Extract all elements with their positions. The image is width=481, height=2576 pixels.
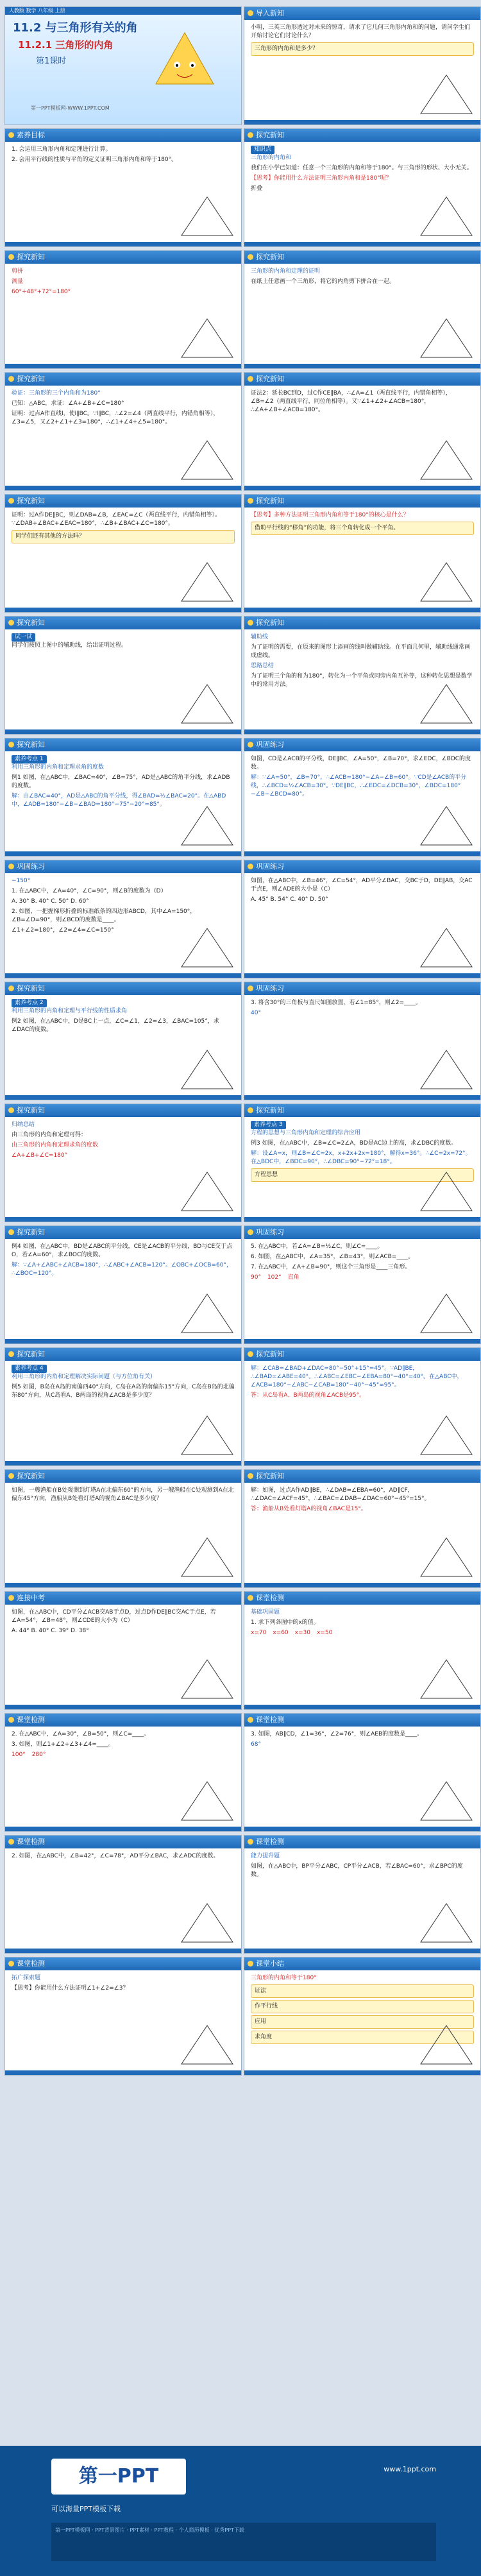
- slide-body: [244, 386, 480, 420]
- slide-tag: 试一试: [12, 633, 35, 642]
- footer-links[interactable]: 第一PPT模板网 · PPT背景图片 · PPT素材 · PPT教程 · 个人简历模板 · 优秀PPT下载: [51, 2523, 436, 2561]
- slide-title: 拓广探索题: [12, 1975, 41, 1981]
- slide-proof: 证法2：延长BC到D，过C作CE∥BA，∴∠A=∠1（两直线平行，内错角相等），∠B=∠2（两直线平行，同位角相等）。又∵∠1+∠2+∠ACB=180°，∴∠A+∠B+∠ACB=180°。: [251, 390, 451, 413]
- cover-subtitle: 11.2.1 三角形的内角: [18, 39, 114, 51]
- summary-box: 应用: [251, 2015, 474, 2029]
- slide-header: 课堂检测: [5, 1958, 241, 1970]
- slide-item: 6. 如图，在△ABC中，∠A=35°，∠B=43°，则∠ACB=____。: [251, 1254, 414, 1260]
- triangle-figure-icon: [418, 1169, 475, 1214]
- triangle-figure-icon: [418, 1778, 475, 1823]
- slide-header: 课堂检测: [5, 1714, 241, 1727]
- slide-text2: 为了证明三个角的和为180°，转化为一个平角或同旁内角互补等，这种转化思想是数学中的常用方法。: [251, 673, 473, 688]
- slide-header: 探究新知: [5, 373, 241, 386]
- slide-6[interactable]: [4, 372, 242, 491]
- summary-box: 证法: [251, 1984, 474, 1998]
- slide-question: 【思考】多种方法证明三角形内角和等于180°的核心是什么？: [251, 512, 409, 518]
- slide-answer: 解：由∠BAC=40°，AD是△ABC的角平分线，得∠BAD=½∠BAC=20°。在△ABD中，∠ADB=180°−∠B−∠BAD=180°−75°−20°=85°。: [12, 793, 226, 808]
- triangle-figure-icon: [178, 1047, 236, 1092]
- cover-slide[interactable]: [4, 6, 242, 125]
- cover-lesson: 第1课时: [36, 56, 67, 66]
- slide-answer: 直角: [287, 1274, 300, 1281]
- summary-box: 作平行线: [251, 2000, 474, 2013]
- slide-footer-bar: [244, 1095, 480, 1100]
- slide-footer-bar: [5, 1949, 241, 1953]
- triangle-figure-icon: [418, 1047, 475, 1092]
- slide-25[interactable]: [244, 1469, 481, 1588]
- triangle-figure-icon: [178, 316, 236, 361]
- slide-text: 为了证明的需要，在原来的图形上添画的线叫做辅助线。在平面几何里，辅助线通常画成虚线。: [251, 644, 471, 659]
- slide-answer: 40°: [251, 1010, 261, 1016]
- slide-footer-bar: [244, 851, 480, 856]
- slide-footer-bar: [5, 851, 241, 856]
- slide-tag: 素养考点 1: [12, 755, 47, 763]
- slide-title: 利用三角形的内角和定理求角的度数: [12, 764, 105, 771]
- summary-center: 三角形的内角和等于180°: [251, 1975, 317, 1981]
- slide-text: 3. 如图，AB∥CD，∠1=36°，∠2=76°，则∠AEB的度数是____。: [251, 1731, 423, 1737]
- slide-proof: 解：如图，过点A作AD∥BE，∴∠DAB=∠EBA=60°，AD∥CF，∴∠DAC=∠ACF=45°，∴∠BAC=∠DAB−∠DAC=60°−45°=15°。: [251, 1487, 430, 1502]
- slide-32[interactable]: [4, 1957, 242, 2076]
- slide-header: 课堂检测: [244, 1714, 480, 1727]
- slide-body: [5, 1605, 241, 1641]
- slide-footer-bar: [244, 1339, 480, 1343]
- slide-footer-bar: [5, 2070, 241, 2075]
- slide-header: 连接中考: [5, 1592, 241, 1605]
- slide-body: [244, 873, 480, 910]
- slide-header: 探究新知: [5, 1104, 241, 1117]
- slide-answer: 90°: [251, 1274, 261, 1281]
- slide-answer: 68°: [251, 1741, 261, 1748]
- slide-header: 探究新知: [5, 251, 241, 264]
- triangle-figure-icon: [178, 438, 236, 482]
- triangle-figure-icon: [418, 559, 475, 604]
- slide-26[interactable]: [4, 1591, 242, 1710]
- summary-box: 求角度: [251, 2031, 474, 2044]
- footer-tagline: 可以海量PPT模板下载: [51, 2505, 121, 2513]
- slide-20[interactable]: [4, 1225, 242, 1344]
- slide-body: [244, 20, 480, 62]
- slide-item: 1. 会运用三角形内角和定理进行计算。: [12, 146, 112, 153]
- slide-header: 课堂检测: [244, 1836, 480, 1848]
- slide-text: 在纸上任意画一个三角形，将它的内角剪下拼合在一起。: [251, 278, 396, 285]
- slide-footer-bar: [244, 486, 480, 490]
- slide-answer: 解：∵∠A=50°，∠B=70°，∴∠ACB=180°−∠A−∠B=60°。∵CD是∠ACB的平分线，∴∠BCD=½∠ACB=30°。∵DE∥BC，∴∠EDC=∠DCB=30°，∠BDC=180°−∠B−∠BCD=80°。: [251, 774, 467, 798]
- slide-body: [244, 995, 480, 1023]
- slide-10[interactable]: [4, 616, 242, 735]
- slide-tag: 知识点: [251, 146, 274, 154]
- slide-28[interactable]: [4, 1713, 242, 1832]
- slide-title: 基础巩固题: [251, 1609, 280, 1616]
- triangle-figure-icon: [178, 925, 236, 970]
- slide-formula: 60°+48°+72°=180°: [12, 289, 71, 295]
- slide-proof: 证明：过点A作直线l，使l∥BC。∵l∥BC，∴∠2=∠4（两直线平行，内错角相等），∠3=∠5，又∠2+∠1+∠3=180°，∴∠1+∠4+∠5=180°。: [12, 411, 219, 425]
- slide-24[interactable]: [4, 1469, 242, 1588]
- slide-header: 课堂检测: [5, 1836, 241, 1848]
- slide-footer-bar: [5, 1339, 241, 1343]
- slide-body: [244, 508, 480, 541]
- triangle-figure-icon: [418, 681, 475, 726]
- slide-header: 探究新知: [5, 617, 241, 629]
- slide-body: [5, 264, 241, 302]
- slide-item: 2. 如图，一把握梯形折叠的标准纸条的四边形ABCD，其中∠A=150°，∠B=∠D=90°，则∠BCD的度数是____。: [12, 908, 196, 923]
- footer-logo[interactable]: 第一PPT: [51, 2459, 186, 2495]
- slide-tag: 素养考点 3: [251, 1121, 286, 1129]
- slide-item: 1. 在△ABC中，∠A=40°，∠C=90°，则∠B的度数为（D）: [12, 888, 167, 894]
- slide-header: 探究新知: [5, 495, 241, 508]
- slide-value: x=60: [273, 1630, 289, 1636]
- slide-footer-bar: [5, 1095, 241, 1100]
- triangle-figure-icon: [418, 803, 475, 848]
- slide-header: 探究新知: [244, 1348, 480, 1361]
- triangle-figure-icon: [178, 1535, 236, 1580]
- slide-8[interactable]: [4, 494, 242, 613]
- slide-title: 三角形的内角和: [251, 155, 292, 161]
- triangle-figure-icon: [418, 316, 475, 361]
- slide-header: 巩固练习: [244, 982, 480, 995]
- slide-body: [5, 508, 241, 549]
- slide-answer: 100°: [12, 1752, 26, 1758]
- slide-footer-bar: [5, 729, 241, 734]
- triangle-figure-icon: [178, 1900, 236, 1945]
- slide-options: A. 44° B. 40° C. 39° D. 38°: [12, 1628, 89, 1634]
- triangle-figure-icon: [178, 1657, 236, 1702]
- slide-answer: 解：∵∠A+∠ABC+∠ACB=180°，∴∠ABC+∠ACB=120°。∠OBC+∠OCB=60°，∴∠BOC=120°。: [12, 1262, 232, 1277]
- slide-body: [5, 1361, 241, 1406]
- slide-text: 例4 如图，在△ABC中，BD是∠ABC的平分线，CE是∠ACB的平分线，BD与CE交于点O，若∠A=60°，求∠BOC的度数。: [12, 1243, 233, 1258]
- slide-sub: 由三角形的内角和定理可得：: [12, 1132, 87, 1138]
- slide-body: [5, 1848, 241, 1866]
- triangle-figure-icon: [418, 194, 475, 239]
- triangle-figure-icon: [178, 1778, 236, 1823]
- slide-example: 例1 如图，在△ABC中，∠BAC=40°，∠B=75°，AD是△ABC的角平分线，求∠ADB的度数。: [12, 774, 230, 789]
- slide-title: 利用三角形的内角和定理解决实际问题（与方位角有关）: [12, 1374, 156, 1380]
- slide-text: 如图，在△ABC中，BP平分∠ABC，CP平分∠ACB，若∠BAC=60°，求∠BPC的度数。: [251, 1863, 463, 1878]
- slide-title: 归纳总结: [12, 1122, 35, 1128]
- slide-tag: 素养考点 4: [12, 1365, 47, 1373]
- triangle-figure-icon: [178, 681, 236, 726]
- slide-body: [5, 142, 241, 170]
- slide-title: 利用三角形的内角和定理与平行线的性质求角: [12, 1008, 128, 1014]
- slide-body: [244, 1727, 480, 1755]
- slide-29[interactable]: [244, 1713, 481, 1832]
- slide-header: 素养目标: [5, 129, 241, 142]
- slide-body: [5, 1970, 241, 1999]
- slide-header: 巩固练习: [244, 738, 480, 751]
- slide-body: [5, 629, 241, 656]
- slide-17[interactable]: [244, 982, 481, 1100]
- slide-30[interactable]: [4, 1835, 242, 1954]
- triangle-figure-icon: [418, 1657, 475, 1702]
- slide-title: 能力提升题: [251, 1853, 280, 1859]
- slide-12[interactable]: [4, 738, 242, 857]
- slide-options: A. 45° B. 54° C. 40° D. 50°: [251, 896, 328, 903]
- slide-answer: 解：∠CAB=∠BAD+∠DAC=80°−50°+15°=45°。∵AD∥BE，∴∠BAD=∠ABE=40°。∴∠ABC=∠EBC−∠EBA=80°−40°=40°。在△ABC中，∠ACB=180°−∠ABC−∠CAB=180°−40°−45°=95°。: [251, 1365, 463, 1388]
- slide-answer: 解：设∠A=x，则∠B=∠C=2x，x+2x+2x=180°，解得x=36°。∴∠C=2x=72°。在△BDC中，∠BDC=90°，∴∠DBC=90°−72°=18°。: [251, 1150, 471, 1165]
- slide-footer-bar: [244, 1827, 480, 1831]
- slide-27[interactable]: [244, 1591, 481, 1710]
- triangle-figure-icon: [418, 1413, 475, 1458]
- slide-16[interactable]: [4, 982, 242, 1100]
- slide-text: 小明，三英三角形透过对未来的惊奇，请求了它几何三角形内角和的问题，请问学生们开始讨论它们讨论什么？: [251, 24, 471, 39]
- slide-18[interactable]: [4, 1104, 242, 1222]
- slide-footer-bar: [5, 364, 241, 368]
- triangle-figure-icon: [178, 1291, 236, 1336]
- slide-item: 7. 在△ABC中，∠A+∠B=90°，则这个三角形是____三角形。: [251, 1264, 411, 1270]
- slide-33[interactable]: [244, 1957, 481, 2076]
- slide-footer-bar: [244, 608, 480, 612]
- slide-header: 探究新知: [244, 617, 480, 629]
- triangle-figure-icon: [418, 1535, 475, 1580]
- slide-footer-bar: [5, 486, 241, 490]
- slide-body: [244, 751, 480, 805]
- triangle-figure-icon: [418, 925, 475, 970]
- slide-body: [5, 1727, 241, 1763]
- slide-header: 探究新知: [244, 495, 480, 508]
- slide-31[interactable]: [244, 1835, 481, 1954]
- slide-body: [244, 1848, 480, 1885]
- speech-bubble: 方程思想: [251, 1168, 474, 1182]
- slide-result: 答：渔船从B处看灯塔A的视角∠BAC是15°。: [251, 1506, 367, 1512]
- slide-body: [244, 1361, 480, 1406]
- slide-5[interactable]: [244, 250, 481, 369]
- slide-footer-bar: [5, 242, 241, 246]
- slide-4[interactable]: [4, 250, 242, 369]
- slide-text: 【思考】你能用什么方法证明∠1+∠2=∠3？: [12, 1985, 129, 1992]
- slide-body: [5, 1239, 241, 1284]
- slide-header: 探究新知: [244, 1470, 480, 1483]
- slide-item: ∠1+∠2=180°，∠2=∠4=∠C=150°: [12, 927, 114, 934]
- slide-tag: 素养考点 2: [12, 999, 47, 1007]
- slide-header: 探究新知: [5, 1226, 241, 1239]
- slide-body: [244, 1239, 480, 1286]
- slide-header: 探究新知: [244, 251, 480, 264]
- slide-header: 探究新知: [244, 1104, 480, 1117]
- slide-footer-bar: [5, 608, 241, 612]
- slide-footer-bar: [244, 242, 480, 246]
- slide-2[interactable]: [4, 128, 242, 247]
- slide-footer-bar: [244, 1705, 480, 1709]
- slide-label: 剪拼: [12, 268, 24, 275]
- cover-cartoon-icon: [146, 26, 223, 97]
- slide-title: 验证：三角形的三个内角和为180°: [12, 390, 101, 397]
- slide-header: 导入新知: [244, 7, 480, 20]
- slide-value: x=30: [294, 1630, 310, 1636]
- slide-1[interactable]: [244, 6, 481, 125]
- triangle-figure-icon: [178, 2022, 236, 2067]
- slide-footer-bar: [5, 1705, 241, 1709]
- slide-body: [5, 995, 241, 1040]
- slide-answer: 280°: [31, 1752, 46, 1758]
- slide-footer-bar: [5, 1461, 241, 1465]
- slide-footer-bar: [5, 973, 241, 978]
- slide-proof: 证明：过A作DE∥BC，则∠DAB=∠B，∠EAC=∠C（两直线平行，内错角相等）。∵∠DAB+∠BAC+∠EAC=180°，∴∠B+∠BAC+∠C=180°。: [12, 512, 221, 527]
- slide-header: 课堂小结: [244, 1958, 480, 1970]
- slide-14[interactable]: [4, 860, 242, 978]
- slide-3[interactable]: [244, 128, 481, 247]
- slide-answer: −150°: [12, 878, 31, 884]
- slide-example: 例2 如图，在△ABC中，D是BC上一点，∠C=∠1，∠2=∠3，∠BAC=105°，求∠DAC的度数。: [12, 1018, 219, 1033]
- slide-footer-bar: [244, 1461, 480, 1465]
- slide-11[interactable]: [244, 616, 481, 735]
- footer-url[interactable]: www.1ppt.com: [384, 2465, 436, 2473]
- slide-header: 探究新知: [244, 129, 480, 142]
- slide-15[interactable]: [244, 860, 481, 978]
- slide-footer-bar: [244, 1217, 480, 1222]
- slide-header: 探究新知: [5, 1348, 241, 1361]
- slide-header: 巩固练习: [244, 1226, 480, 1239]
- triangle-figure-icon: [178, 1413, 236, 1458]
- slide-body: [5, 386, 241, 432]
- slide-body: [244, 1605, 480, 1641]
- slide-body: [244, 1483, 480, 1519]
- triangle-figure-icon: [418, 72, 475, 117]
- slide-title: 辅助线: [251, 634, 269, 640]
- slide-header: 探究新知: [5, 982, 241, 995]
- slide-header: 探究新知: [5, 738, 241, 751]
- slide-19[interactable]: [244, 1104, 481, 1222]
- slide-example: 例5 如图，B岛在A岛的南偏西40°方向，C岛在A岛的南偏东15°方向，C岛在B岛的北偏东80°方向，从C岛看A、B两岛的视角∠ACB是多少度？: [12, 1384, 235, 1399]
- slide-22[interactable]: [4, 1347, 242, 1466]
- triangle-figure-icon: [178, 803, 236, 848]
- slide-answer: 102°: [267, 1274, 282, 1281]
- triangle-figure-icon: [418, 1900, 475, 1945]
- slide-footer-bar: [244, 729, 480, 734]
- slide-item: 5. 在△ABC中，若∠A=∠B=½∠C，则∠C=____。: [251, 1243, 384, 1250]
- slide-23[interactable]: [244, 1347, 481, 1466]
- slide-footer-bar: [5, 1827, 241, 1831]
- speech-bubble: 同学们还有其他的方法吗？: [12, 530, 235, 543]
- slide-body: [244, 264, 480, 292]
- slide-footer-bar: [5, 1217, 241, 1222]
- slide-footer-bar: [244, 2070, 480, 2075]
- slide-21[interactable]: [244, 1225, 481, 1344]
- triangle-figure-icon: [178, 559, 236, 604]
- slide-value: x=70: [251, 1630, 267, 1636]
- triangle-figure-icon: [418, 438, 475, 482]
- slide-text: 我们在小学已知道：任意一个三角形的内角和等于180°。与三角形的形状、大小无关。: [251, 165, 473, 171]
- triangle-figure-icon: [418, 2022, 475, 2067]
- cover-site: 第一PPT模板网-WWW.1PPT.COM: [31, 105, 110, 111]
- slide-value: x=50: [316, 1630, 333, 1636]
- slide-label: 测量: [12, 278, 24, 285]
- slide-body: [5, 1483, 241, 1509]
- cover-band: 人教版 数学 八年级 上册: [5, 7, 241, 15]
- triangle-figure-icon: [178, 1169, 236, 1214]
- slide-text: 2. 如图，在△ABC中，∠B=42°，∠C=78°，AD平分∠BAC，求∠ADC的度数。: [12, 1853, 219, 1859]
- slide-7[interactable]: [244, 372, 481, 491]
- slide-question: 【思考】你能用什么方法证明三角形内角和是180°呢？: [251, 175, 392, 182]
- triangle-figure-icon: [418, 1291, 475, 1336]
- slide-footer-bar: [244, 1949, 480, 1953]
- slide-footer-bar: [244, 120, 480, 124]
- slide-header: 探究新知: [5, 1470, 241, 1483]
- slide-title: 三角形的内角和定理的证明: [251, 268, 321, 275]
- slide-title2: 思路总结: [251, 663, 274, 669]
- slide-text: 同学们按照上图中的辅助线，给出证明过程。: [12, 642, 128, 649]
- slide-header: 探究新知: [244, 373, 480, 386]
- slide-result: 答：从C岛看A、B两岛的视角∠ACB是95°。: [251, 1392, 366, 1399]
- slide-body: [5, 1117, 241, 1166]
- slide-header: 巩固练习: [5, 860, 241, 873]
- slide-item: 3. 如图，则∠1+∠2+∠3+∠4=____。: [12, 1741, 114, 1748]
- slide-body: [244, 142, 480, 199]
- footer-banner: [0, 2446, 481, 2576]
- cover-title: 11.2 与三角形有关的角: [13, 21, 138, 35]
- slide-13[interactable]: [244, 738, 481, 857]
- slide-footer-bar: [5, 1583, 241, 1587]
- slide-item: 2. 在△ABC中，∠A=30°，∠B=50°，则∠C=____。: [12, 1731, 150, 1737]
- slide-item: A. 30° B. 40° C. 50° D. 60°: [12, 898, 89, 905]
- slide-footer-bar: [244, 364, 480, 368]
- slide-footer-bar: [244, 973, 480, 978]
- slide-example: 例3 如图，在△ABC中，∠B=∠C=2∠A，BD是AC边上的高，求∠DBC的度数。: [251, 1140, 457, 1147]
- slide-header: 课堂检测: [244, 1592, 480, 1605]
- slide-text: 3. 将含30°的三角板与直尺如图放置，若∠1=85°，则∠2=____。: [251, 1000, 422, 1006]
- slide-text: 如图，CD是∠ACB的平分线，DE∥BC，∠A=50°，∠B=70°，求∠EDC，∠BDC的度数。: [251, 756, 471, 771]
- slide-text: 1. 求下列各图中的x的值。: [251, 1619, 319, 1626]
- slide-sub: ∠A+∠B+∠C=180°: [12, 1152, 68, 1159]
- slide-header: 巩固练习: [244, 860, 480, 873]
- slide-text: 如图，在△ABC中，CD平分∠ACB交AB于点D，过点D作DE∥BC交AC于点E，若∠A=54°，∠B=48°，则∠CDE的大小为（C）: [12, 1609, 216, 1624]
- slide-text: 如图，一艘渔船在B处观测到灯塔A在北偏东60°的方向，另一艘渔船在C处观测到A在北偏东45°方向，渔船从B处看灯塔A的视角∠BAC是多少度？: [12, 1487, 234, 1502]
- slide-sub: 由三角形的内角和定理求角的度数: [12, 1142, 99, 1148]
- slide-caption: 折叠: [251, 185, 263, 192]
- slide-footer-bar: [244, 1583, 480, 1587]
- slide-note: 三角形的内角和是多少？: [251, 42, 474, 56]
- slide-title: 方程的思想与三角形内角和定理的综合应用: [251, 1130, 361, 1136]
- slide-9[interactable]: [244, 494, 481, 613]
- slide-given: 已知：△ABC，求证：∠A+∠B+∠C=180°: [12, 400, 124, 407]
- triangle-figure-icon: [178, 194, 236, 239]
- slide-item: 2. 会用平行线的性质与平角的定义证明三角形内角和等于180°。: [12, 157, 178, 163]
- speech-bubble: 借助平行线的“移角”的功能，将三个角转化成一个平角。: [251, 522, 474, 535]
- slide-text: 如图，在△ABC中，∠B=46°，∠C=54°，AD平分∠BAC，交BC于D，DE∥AB，交AC于点E，则∠ADE的大小是（C）: [251, 878, 473, 892]
